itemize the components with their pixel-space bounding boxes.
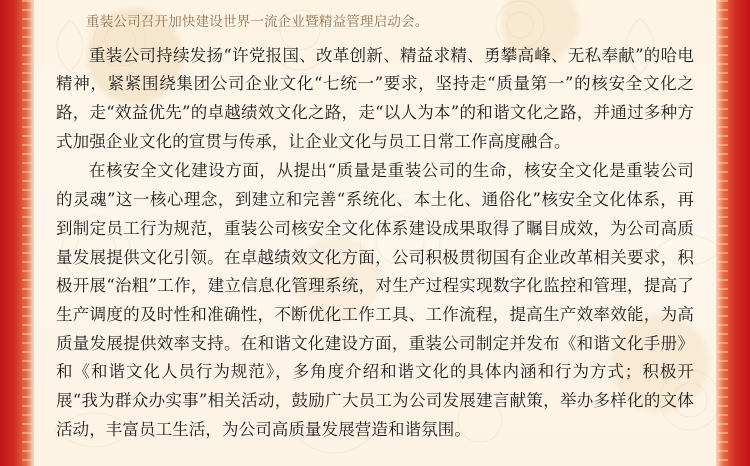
article-body [56, 42, 694, 445]
left-red-border [0, 0, 34, 466]
left-border-texture [22, 0, 32, 466]
photo-caption: 重装公司召开加快建设世界一流企业暨精益管理启动会。 [86, 14, 429, 30]
right-border-texture [718, 0, 728, 466]
paragraph: 重装公司持续发扬“许党报国、改革创新、精益求精、勇攀高峰、无私奉献”的哈电精神，紧紧围绕集团公司企业文化“七统一”要求，坚持走“质量第一”的核安全文化之路，走“效益优先”的卓越绩效文化之路，走“以人为本”的和谐文化之路，并通过多种方式加强企业文化的宣贯与传承，让企业文化与员工日常工作高度融合。 [56, 45, 694, 151]
right-red-border [716, 0, 750, 466]
paragraph: 在核安全文化建设方面，从提出“质量是重装公司的生命，核安全文化是重装公司的灵魂”这一核心理念，到建立和完善“系统化、本土化、通俗化”核安全文化体系，再到制定员工行为规范，重装公司核安全文化体系建设成果取得了瞩目成效，为公司高质量发展提供文化引领。在卓越绩效文化方面，公司积极贯彻国有企业改革相关要求，积极开展“治粗”工作，建立信息化管理系统，对生产过程实现数字化监控和管理，提高了生产调度的及时性和准确性，不断优化工作工具、工作流程，提高生产效率效能，为高质量发展提供效率支持。在和谐文化建设方面，重装公司制定并发布《和谐文化手册》和《和谐文化人员行为规范》，多角度介绍和谐文化的具体内涵和行为方式；积极开展“我为群众办实事”相关活动，鼓励广大员工为公司发展建言献策，举办多样化的文体活动，丰富员工生活，为公司高质量发展营造和谐氛围。 [56, 161, 694, 439]
document-content [34, 0, 716, 466]
